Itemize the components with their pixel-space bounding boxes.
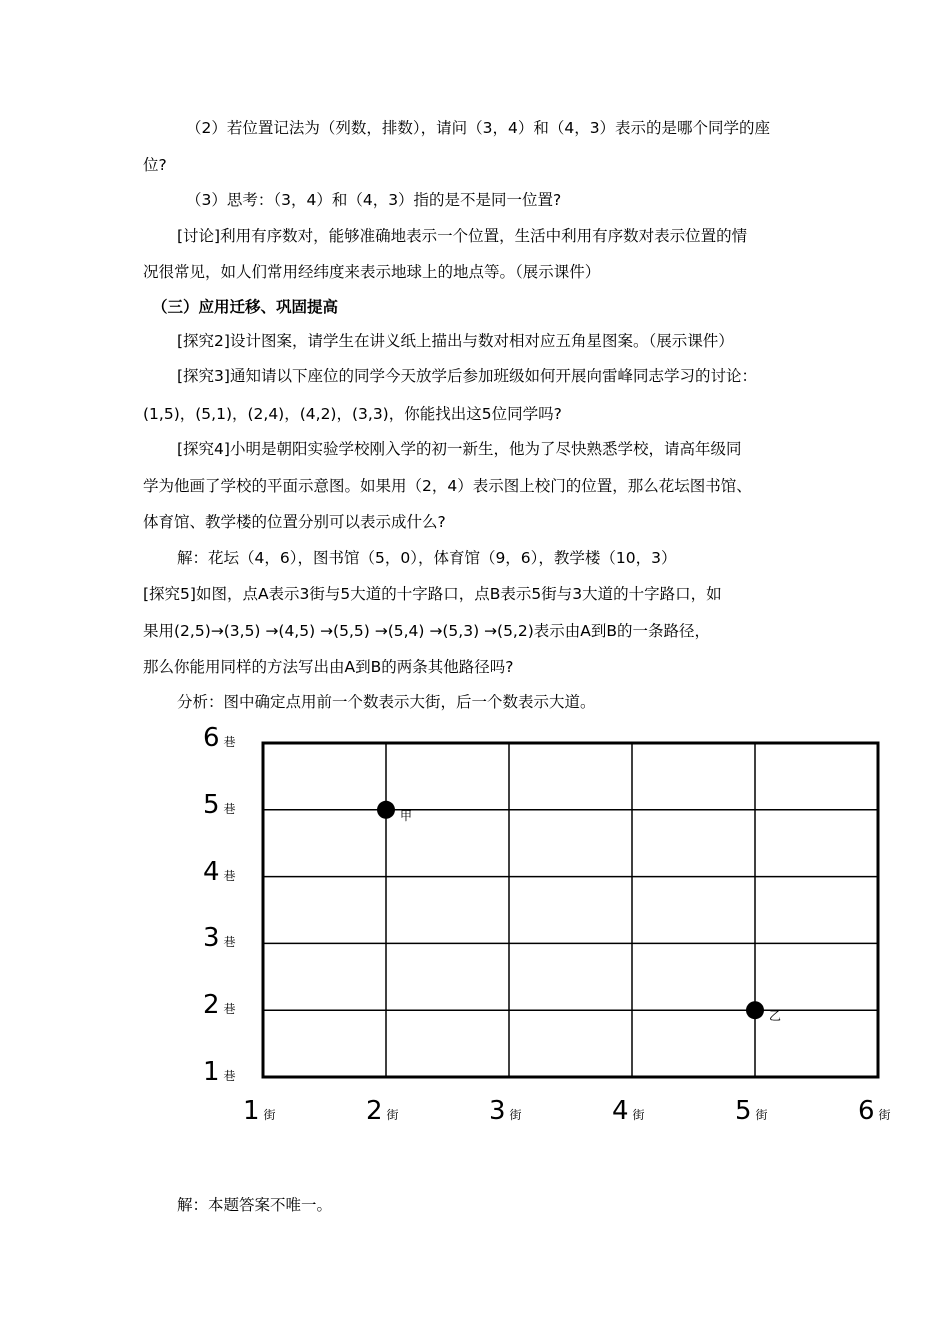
street-label [243,1096,276,1126]
text-line: 体育馆、教学楼的位置分别可以表示成什么? [143,513,446,531]
text-line: [探究5]如图，点A表示3街与5大道的十字路口，点B表示5街与3大道的十字路口，如 [143,585,722,603]
lane-number: 6 [203,723,220,753]
lane-number: 1 [203,1057,220,1087]
section-heading: （三）应用迁移、巩固提高 [152,298,339,316]
point-label: 甲 [400,808,413,823]
street-label [366,1096,399,1126]
text-line: 那么你能用同样的方法写出由A到B的两条其他路径吗? [143,658,514,676]
lane-label [203,790,236,820]
street-label [735,1096,768,1126]
text-line: 分析：图中确定点用前一个数表示大街，后一个数表示大道。 [177,693,596,711]
text-line: (1,5)，(5,1)，(2,4)，(4,2)，(3,3)，你能找出这5位同学吗? [143,405,562,423]
lane-label [203,1057,236,1087]
lane-unit: 巷 [223,801,236,816]
street-unit: 街 [878,1108,891,1122]
lane-label [203,723,236,753]
point-marker [746,1001,764,1019]
street-number: 3 [489,1096,506,1126]
text-line: [探究4]小明是朝阳实验学校刚入学的初一新生，他为了尽快熟悉学校，请高年级同 [177,440,742,458]
street-number: 2 [366,1096,383,1126]
street-unit: 街 [632,1108,645,1122]
street-number: 4 [612,1096,629,1126]
lane-number: 2 [203,990,220,1021]
lane-unit: 巷 [223,1069,236,1083]
point-marker [377,801,395,819]
text-line: 位? [143,156,167,174]
lane-unit: 巷 [223,868,236,883]
answer-text: 解：本题答案不唯一。 [177,1196,333,1214]
text-line: 果用(2,5)→(3,5) →(4,5) →(5,5) →(5,4) →(5,3) →(5,2)表示由A到B的一条路径， [143,622,711,640]
lane-number: 3 [203,923,220,954]
street-unit: 街 [509,1108,522,1122]
text-line: [探究3]通知请以下座位的同学今天放学后参加班级如何开展向雷峰同志学习的讨论： [177,367,757,385]
lane-number: 4 [203,856,220,887]
lane-label [203,857,236,887]
text-line: 况很常见，如人们常用经纬度来表示地球上的地点等。（展示课件） [143,263,601,281]
street-label [858,1096,891,1126]
street-unit: 街 [263,1108,276,1122]
text-line: [讨论]利用有序数对，能够准确地表示一个位置，生活中利用有序数对表示位置的情 [177,227,748,245]
lane-unit: 巷 [223,935,236,950]
street-unit: 街 [386,1108,399,1122]
lane-unit: 巷 [223,735,236,749]
text-line: （3）思考：（3，4）和（4，3）指的是不是同一位置? [186,191,562,209]
street-unit: 街 [755,1108,768,1122]
point-label: 乙 [769,1009,782,1024]
street-number: 6 [858,1096,875,1126]
grid-border [263,743,878,1077]
street-number: 1 [243,1096,260,1126]
text-line: （2）若位置记法为（列数，排数），请问（3，4）和（4，3）表示的是哪个同学的座 [186,119,771,137]
text-line: [探究2]设计图案，请学生在讲义纸上描出与数对相对应五角星图案。（展示课件） [177,332,734,350]
street-label [489,1096,522,1126]
lane-label [203,923,236,953]
lane-unit: 巷 [223,1002,236,1017]
lane-label [203,990,236,1020]
text-line: 解：花坛（4，6），图书馆（5，0），体育馆（9，6），教学楼（10，3） [177,549,677,567]
street-number: 5 [735,1096,752,1126]
street-label [612,1096,645,1126]
text-line: 学为他画了学校的平面示意图。如果用（2，4）表示图上校门的位置，那么花坛图书馆、 [143,477,752,495]
lane-number: 5 [203,789,220,820]
